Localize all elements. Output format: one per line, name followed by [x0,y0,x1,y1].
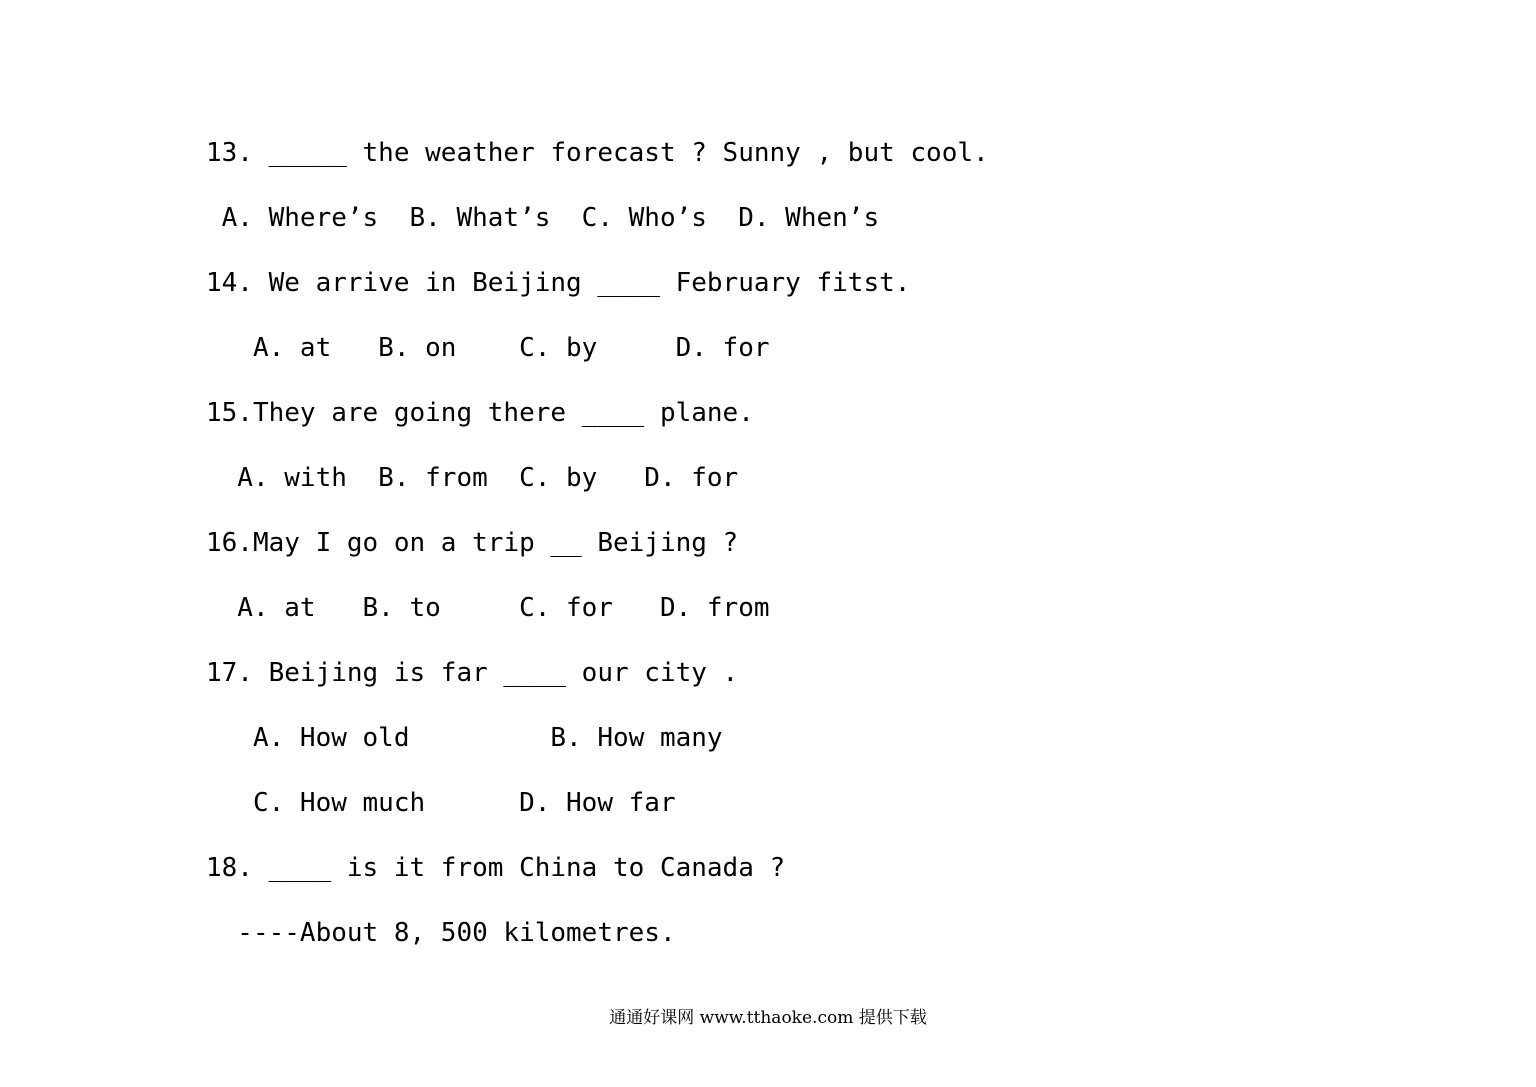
question-14: 14. We arrive in Beijing ____ February fitst. [206,268,911,298]
question-17-options-cd: C. How much D. How far [206,788,676,818]
footer-credit: 通通好课网 www.tthaoke.com 提供下载 [609,1008,927,1028]
question-15-options: A. with B. from C. by D. for [206,463,739,493]
question-16: 16.May I go on a trip __ Beijing ? [206,528,739,558]
question-13: 13. _____ the weather forecast ? Sunny , but cool. [206,138,989,168]
question-13-options: A. Where’s B. What’s C. Who’s D. When’s [206,203,880,233]
question-17-options-ab: A. How old B. How many [206,723,723,753]
question-15: 15.They are going there ____ plane. [206,398,754,428]
question-18: 18. ____ is it from China to Canada ? [206,853,786,883]
question-17: 17. Beijing is far ____ our city . [206,658,739,688]
question-16-options: A. at B. to C. for D. from [206,593,770,623]
question-18-answer: ----About 8, 500 kilometres. [206,918,676,948]
question-14-options: A. at B. on C. by D. for [206,333,770,363]
